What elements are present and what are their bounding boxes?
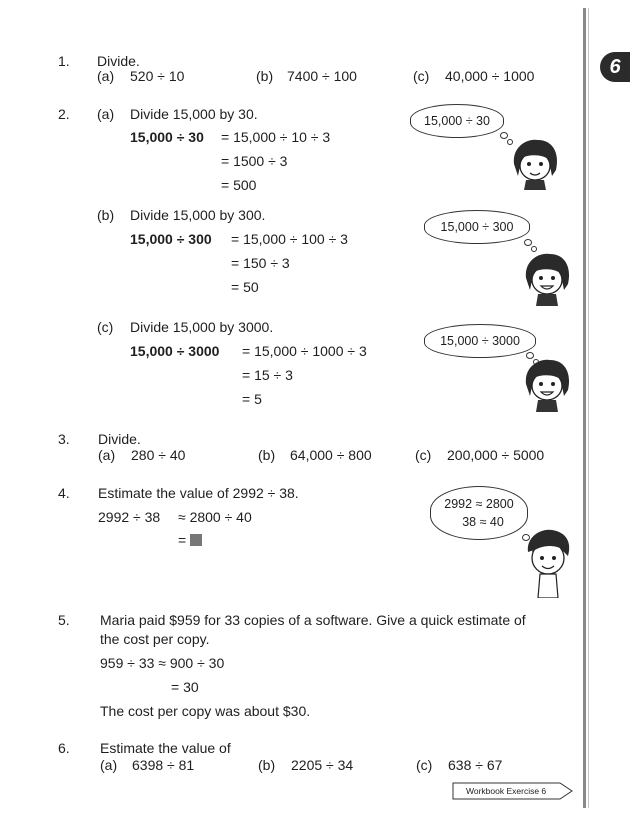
q2-c-title: Divide 15,000 by 3000.: [130, 319, 274, 335]
q2-c-line2: = 15 ÷ 3: [242, 367, 293, 383]
q2-b-thought-bubble: 15,000 ÷ 300: [424, 210, 530, 244]
q2-b-line2: = 150 ÷ 3: [231, 255, 290, 271]
q4-thought-bubble: [430, 486, 528, 540]
q2-b-title: Divide 15,000 by 300.: [130, 207, 266, 223]
q3-b-label: (b): [258, 447, 276, 463]
q2-a-line2: = 1500 ÷ 3: [221, 153, 288, 169]
q2-a-line3: = 500: [221, 177, 257, 193]
girl-character-icon: [506, 136, 562, 190]
q4-line1-rhs: ≈ 2800 ÷ 40: [178, 509, 252, 525]
q1-c-label: (c): [413, 68, 430, 84]
q2-b-line3: = 50: [231, 279, 259, 295]
q1-number: 1.: [58, 53, 70, 69]
q2-c-line1: = 15,000 ÷ 1000 ÷ 3: [242, 343, 367, 359]
q4-title: Estimate the value of 2992 ÷ 38.: [98, 485, 299, 501]
q3-c-expr: 200,000 ÷ 5000: [447, 447, 545, 463]
q4-line2-equals: =: [178, 532, 187, 548]
q2-a-thought-bubble: 15,000 ÷ 30: [410, 104, 504, 138]
q2-b-lhs-left: 15,000 ÷: [130, 231, 189, 247]
q5-text-line1: Maria paid $959 for 33 copies of a software. Give a quick estimate of: [100, 612, 526, 628]
q2-c-thought-bubble: 15,000 ÷ 3000: [424, 324, 536, 358]
q2-c-lhs: [130, 342, 219, 360]
q2-a-line1: = 15,000 ÷ 10 ÷ 3: [221, 129, 331, 145]
q6-b-expr: 2205 ÷ 34: [291, 757, 354, 773]
q3-number: 3.: [58, 431, 70, 447]
q4-bubble-line1: 2992 ≈ 2800: [444, 497, 514, 511]
boy-character-icon: [520, 528, 574, 598]
q2-c-lhs-bold: 3000: [188, 343, 220, 359]
q6-a-label: (a): [100, 757, 118, 773]
q2-b-label: (b): [97, 207, 115, 223]
q5-text-line2: the cost per copy.: [100, 631, 210, 647]
q2-c-line3: = 5: [242, 391, 262, 407]
girl-character-icon: [518, 356, 574, 412]
q5-number: 5.: [58, 612, 70, 628]
q1-a-expr: 520 ÷ 10: [130, 68, 185, 84]
q2-b-line1: = 15,000 ÷ 100 ÷ 3: [231, 231, 348, 247]
q2-a-lhs-bold: 30: [188, 129, 204, 145]
q1-title: Divide.: [97, 53, 140, 69]
q4-line1-lhs: 2992 ÷ 38: [98, 509, 161, 525]
q3-a-expr: 280 ÷ 40: [131, 447, 186, 463]
q2-a-title: Divide 15,000 by 30.: [130, 106, 258, 122]
q2-a-lhs-left: 15,000 ÷: [130, 129, 189, 145]
page-spine-line: [583, 8, 586, 808]
q3-c-label: (c): [415, 447, 432, 463]
q1-b-expr: 7400 ÷ 100: [287, 68, 357, 84]
girl-character-icon: [518, 250, 574, 306]
q1-c-expr: 40,000 ÷ 1000: [445, 68, 535, 84]
q1-b-label: (b): [256, 68, 274, 84]
q6-b-label: (b): [258, 757, 276, 773]
q4-number: 4.: [58, 485, 70, 501]
q5-conclusion: The cost per copy was about $30.: [100, 703, 311, 719]
chapter-badge: 6: [600, 52, 630, 82]
thought-bubble-dot: [524, 239, 532, 246]
q3-title: Divide.: [98, 431, 141, 447]
workbook-exercise-label: Workbook Exercise 6: [466, 786, 547, 796]
q6-c-expr: 638 ÷ 67: [448, 757, 503, 773]
q6-number: 6.: [58, 740, 70, 756]
q2-a-label: (a): [97, 106, 115, 122]
q6-c-label: (c): [416, 757, 433, 773]
q3-a-label: (a): [98, 447, 116, 463]
page-spine-line-light: [588, 8, 589, 808]
workbook-exercise-tag: [452, 782, 572, 800]
q4-bubble-line2: 38 ≈ 40: [462, 515, 504, 529]
q2-c-label: (c): [97, 319, 114, 335]
q2-b-lhs-bold: 300: [188, 231, 212, 247]
answer-box-icon: [190, 534, 202, 546]
q1-a-label: (a): [97, 68, 115, 84]
q2-a-lhs: [130, 128, 204, 146]
q6-title: Estimate the value of: [100, 740, 231, 756]
q5-line1: 959 ÷ 33 ≈ 900 ÷ 30: [100, 655, 225, 671]
q2-number: 2.: [58, 106, 70, 122]
q2-c-lhs-left: 15,000 ÷: [130, 343, 189, 359]
q5-line2: = 30: [171, 679, 199, 695]
q4-line2: [178, 531, 202, 549]
q3-b-expr: 64,000 ÷ 800: [290, 447, 372, 463]
q2-b-lhs: [130, 230, 212, 248]
q6-a-expr: 6398 ÷ 81: [132, 757, 195, 773]
